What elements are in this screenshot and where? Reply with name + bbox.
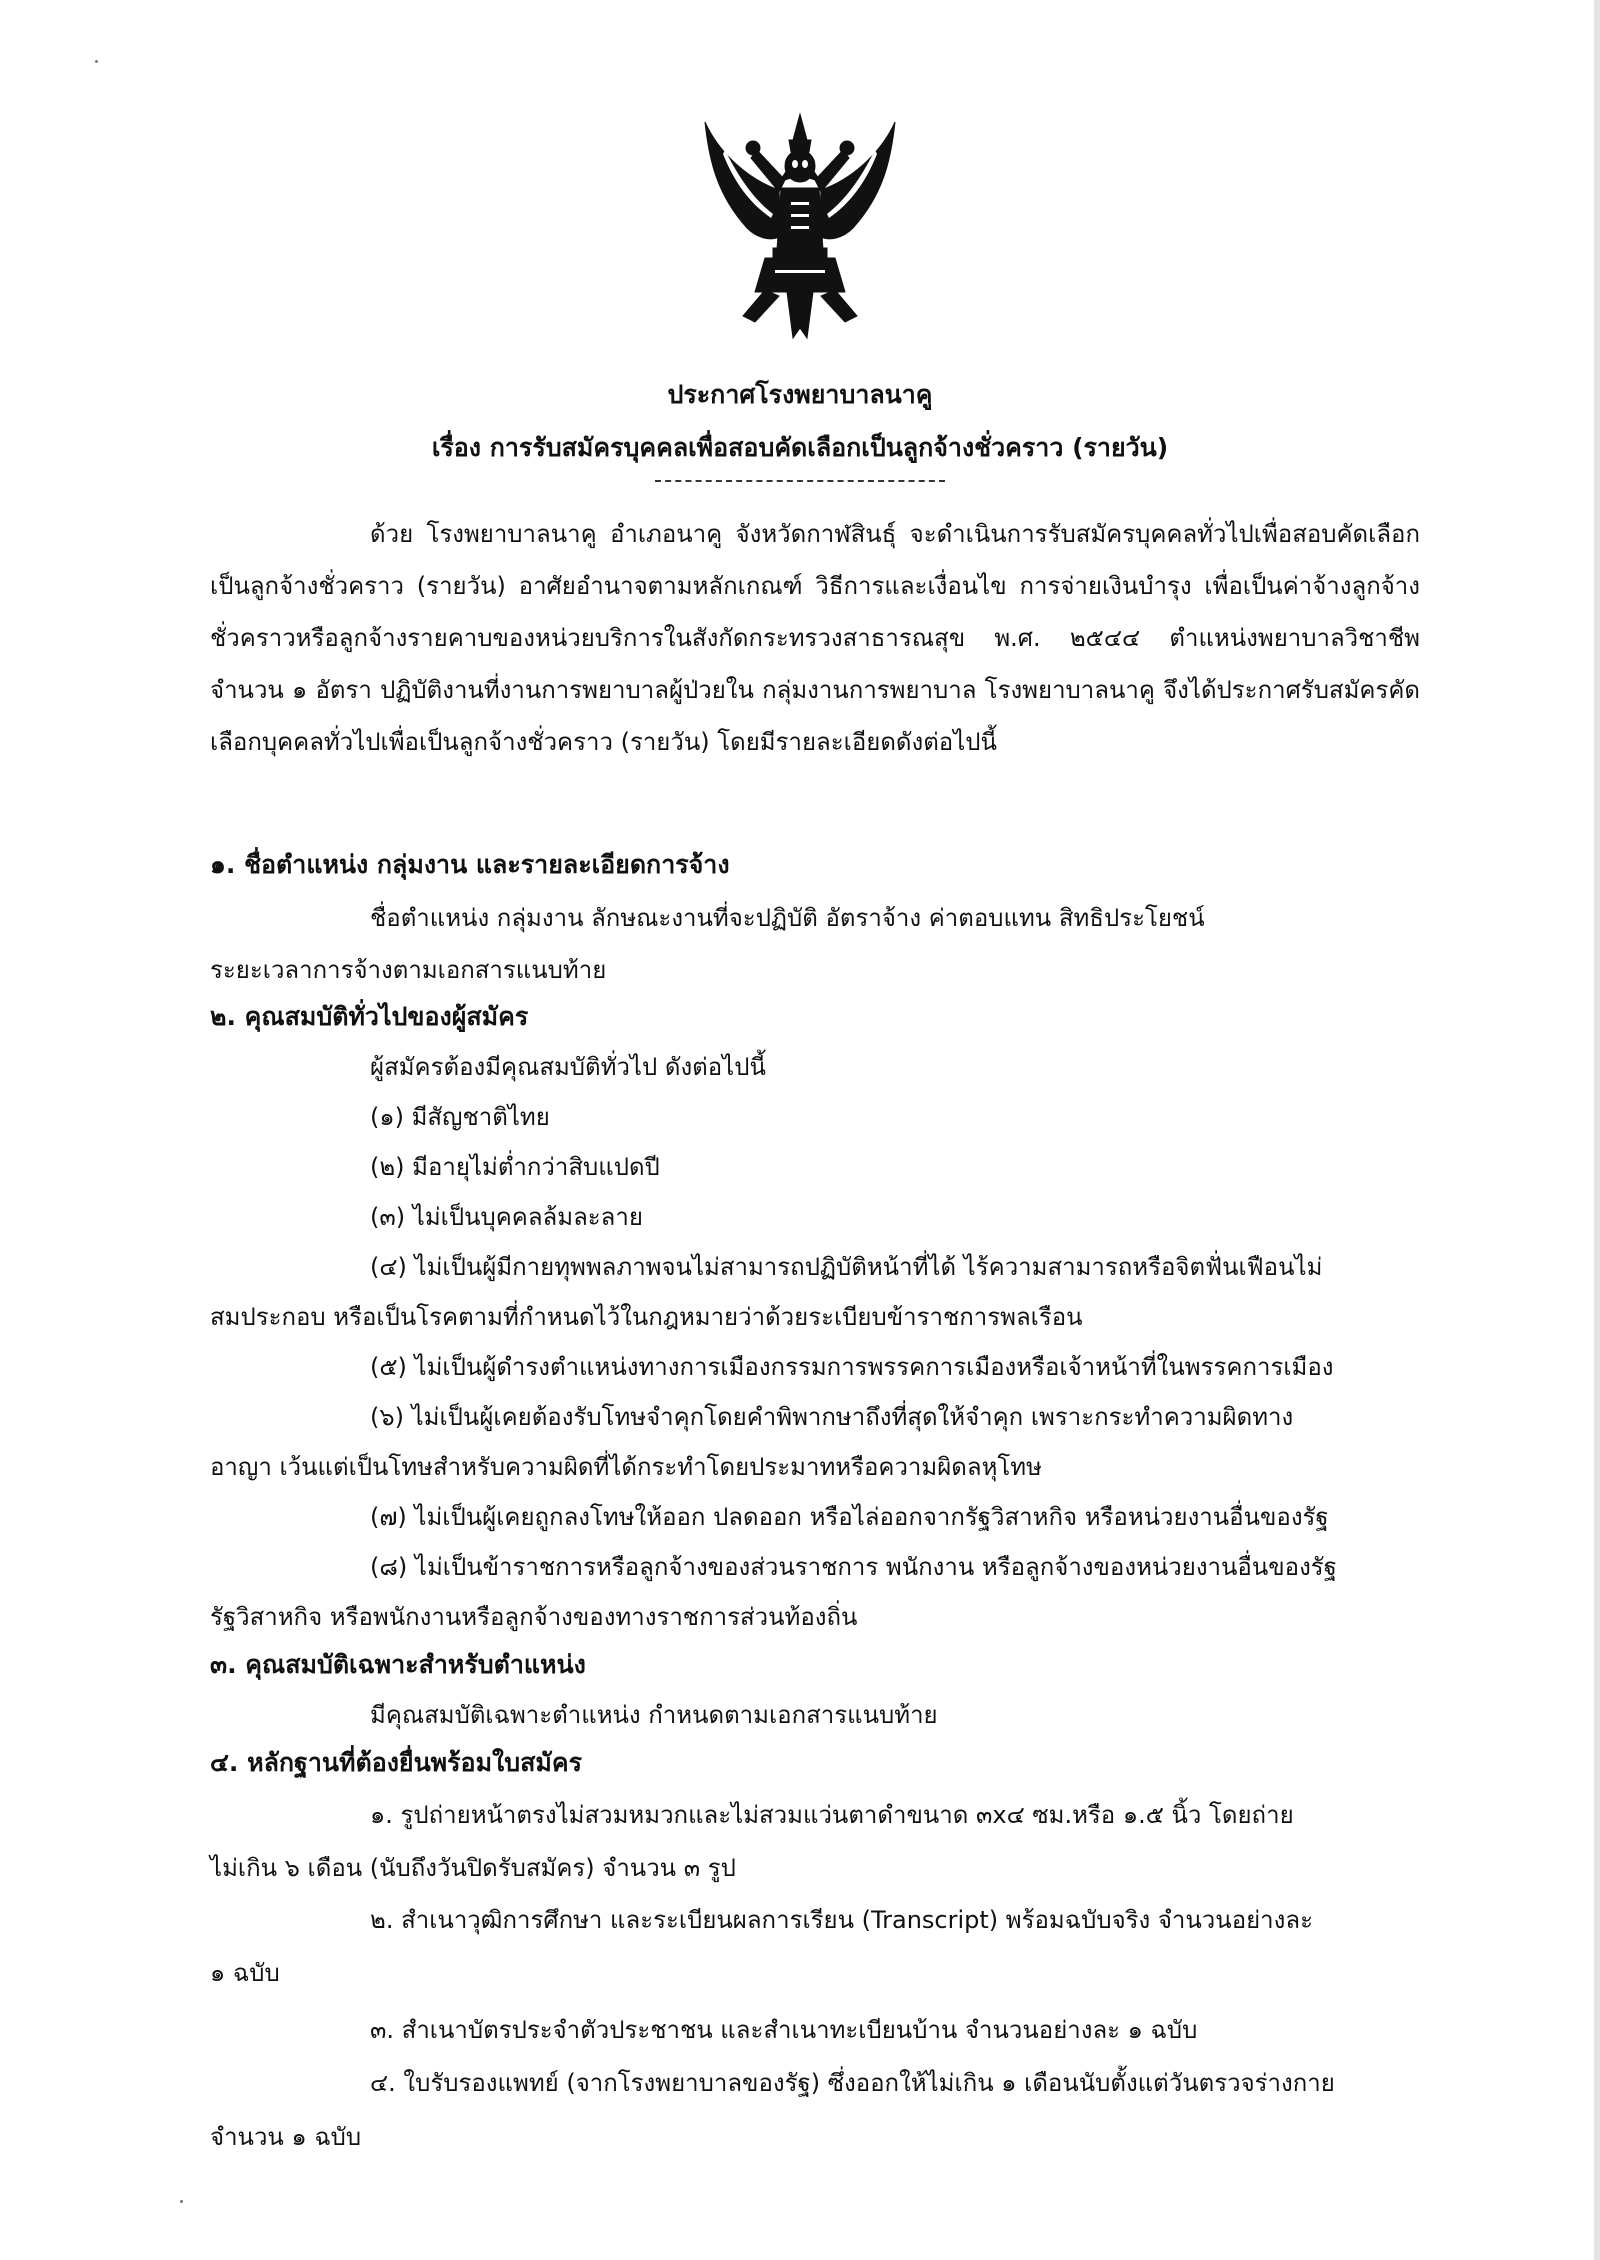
section-3-heading: ๓. คุณสมบัติเฉพาะสำหรับตำแหน่ง [210,1650,586,1679]
scan-speck [95,60,98,63]
section-1-line: ระยะเวลาการจ้างตามเอกสารแนบท้าย [210,956,607,984]
qualification-item: (๓) ไม่เป็นบุคคลล้มละลาย [370,1203,643,1231]
document-item: ๔. ใบรับรองแพทย์ (จากโรงพยาบาลของรัฐ) ซึ่งออกให้ไม่เกิน ๑ เดือนนับตั้งแต่วันตรวจร่างกาย [370,2069,1335,2097]
qualification-item: (๖) ไม่เป็นผู้เคยต้องรับโทษจำคุกโดยคำพิพากษาถึงที่สุดให้จำคุก เพราะกระทำความผิดทาง [370,1403,1294,1431]
document-item: ๓. สำเนาบัตรประจำตัวประชาชน และสำเนาทะเบียนบ้าน จำนวนอย่างละ ๑ ฉบับ [370,2016,1198,2044]
document-item-cont: จำนวน ๑ ฉบับ [210,2123,362,2151]
section-1-heading: ๑. ชื่อตำแหน่ง กลุ่มงาน และรายละเอียดการจ้าง [210,850,730,879]
title-divider [655,480,945,482]
qualification-item-cont: สมประกอบ หรือเป็นโรคตามที่กำหนดไว้ในกฎหมายว่าด้วยระเบียบข้าราชการพลเรือน [210,1303,1083,1331]
section-4-heading: ๔. หลักฐานที่ต้องยื่นพร้อมใบสมัคร [210,1748,583,1777]
section-2-heading: ๒. คุณสมบัติทั่วไปของผู้สมัคร [210,1002,529,1031]
page-title: ประกาศโรงพยาบาลนาคู [667,380,933,409]
section-2-intro: ผู้สมัครต้องมีคุณสมบัติทั่วไป ดังต่อไปนี้ [370,1053,766,1081]
qualification-item: (๑) มีสัญชาติไทย [370,1103,550,1131]
qualification-item: (๘) ไม่เป็นข้าราชการหรือลูกจ้างของส่วนราชการ พนักงาน หรือลูกจ้างของหน่วยงานอื่นของรัฐ [370,1553,1337,1581]
scan-speck [180,2200,183,2203]
intro-paragraph: ด้วย โรงพยาบาลนาคู อำเภอนาคู จังหวัดกาฬสินธุ์ จะดำเนินการรับสมัครบุคคลทั่วไปเพื่อสอบคัดเลือกเป็นลูกจ้างชั่วคราว (รายวัน) อาศัยอำนาจตามหลักเกณฑ์ วิธีการและเงื่อนไข การจ่ายเงินบำรุง เพื่อเป็นค่าจ้างลูกจ้างชั่วคราวหรือลูกจ้างรายคาบของหน่วยบริการในสังกัดกระทรวงสาธารณสุข พ.ศ. ๒๕๔๔ ตำแหน่งพยาบาลวิชาชีพ จำนวน ๑ อัตรา ปฏิบัติงานที่งานการพยาบาลผู้ป่วยใน กลุ่มงานการพยาบาล โรงพยาบาลนาคู จึงได้ประกาศรับสมัครคัดเลือกบุคคลทั่วไปเพื่อเป็นลูกจ้างชั่วคราว (รายวัน) โดยมีรายละเอียดดังต่อไปนี้ [210,520,1420,756]
document-item-cont: ไม่เกิน ๖ เดือน (นับถึงวันปิดรับสมัคร) จำนวน ๓ รูป [210,1854,736,1882]
qualification-item: (๕) ไม่เป็นผู้ดำรงตำแหน่งทางการเมืองกรรมการพรรคการเมืองหรือเจ้าหน้าที่ในพรรคการเมือง [370,1353,1334,1381]
document-item-cont: ๑ ฉบับ [210,1959,280,1987]
qualification-item: (๒) มีอายุไม่ต่ำกว่าสิบแปดปี [370,1153,660,1181]
subject-line: เรื่อง การรับสมัครบุคคลเพื่อสอบคัดเลือกเป็นลูกจ้างชั่วคราว (รายวัน) [431,433,1169,462]
document-item: ๒. สำเนาวุฒิการศึกษา และระเบียนผลการเรียน (Transcript) พร้อมฉบับจริง จำนวนอย่างละ [370,1906,1313,1934]
qualification-item: (๗) ไม่เป็นผู้เคยถูกลงโทษให้ออก ปลดออก หรือไล่ออกจากรัฐวิสาหกิจ หรือหน่วยงานอื่นของรัฐ [370,1503,1329,1531]
qualification-item: (๔) ไม่เป็นผู้มีกายทุพพลภาพจนไม่สามารถปฏิบัติหน้าที่ได้ ไร้ความสามารถหรือจิตฟั่นเฟือนไม่ [370,1253,1323,1281]
section-3-line: มีคุณสมบัติเฉพาะตำแหน่ง กำหนดตามเอกสารแนบท้าย [370,1701,938,1729]
page-edge [1594,0,1600,2260]
qualification-item-cont: อาญา เว้นแต่เป็นโทษสำหรับความผิดที่ได้กระทำโดยประมาทหรือความผิดลหุโทษ [210,1453,1042,1481]
document-item: ๑. รูปถ่ายหน้าตรงไม่สวมหมวกและไม่สวมแว่นตาดำขนาด ๓x๔ ซม.หรือ ๑.๕ นิ้ว โดยถ่าย [370,1801,1294,1829]
garuda-emblem-icon [695,110,905,340]
section-1-line: ชื่อตำแหน่ง กลุ่มงาน ลักษณะงานที่จะปฏิบัติ อัตราจ้าง ค่าตอบแทน สิทธิประโยชน์ [370,904,1205,932]
qualification-item-cont: รัฐวิสาหกิจ หรือพนักงานหรือลูกจ้างของทางราชการส่วนท้องถิ่น [210,1603,858,1631]
